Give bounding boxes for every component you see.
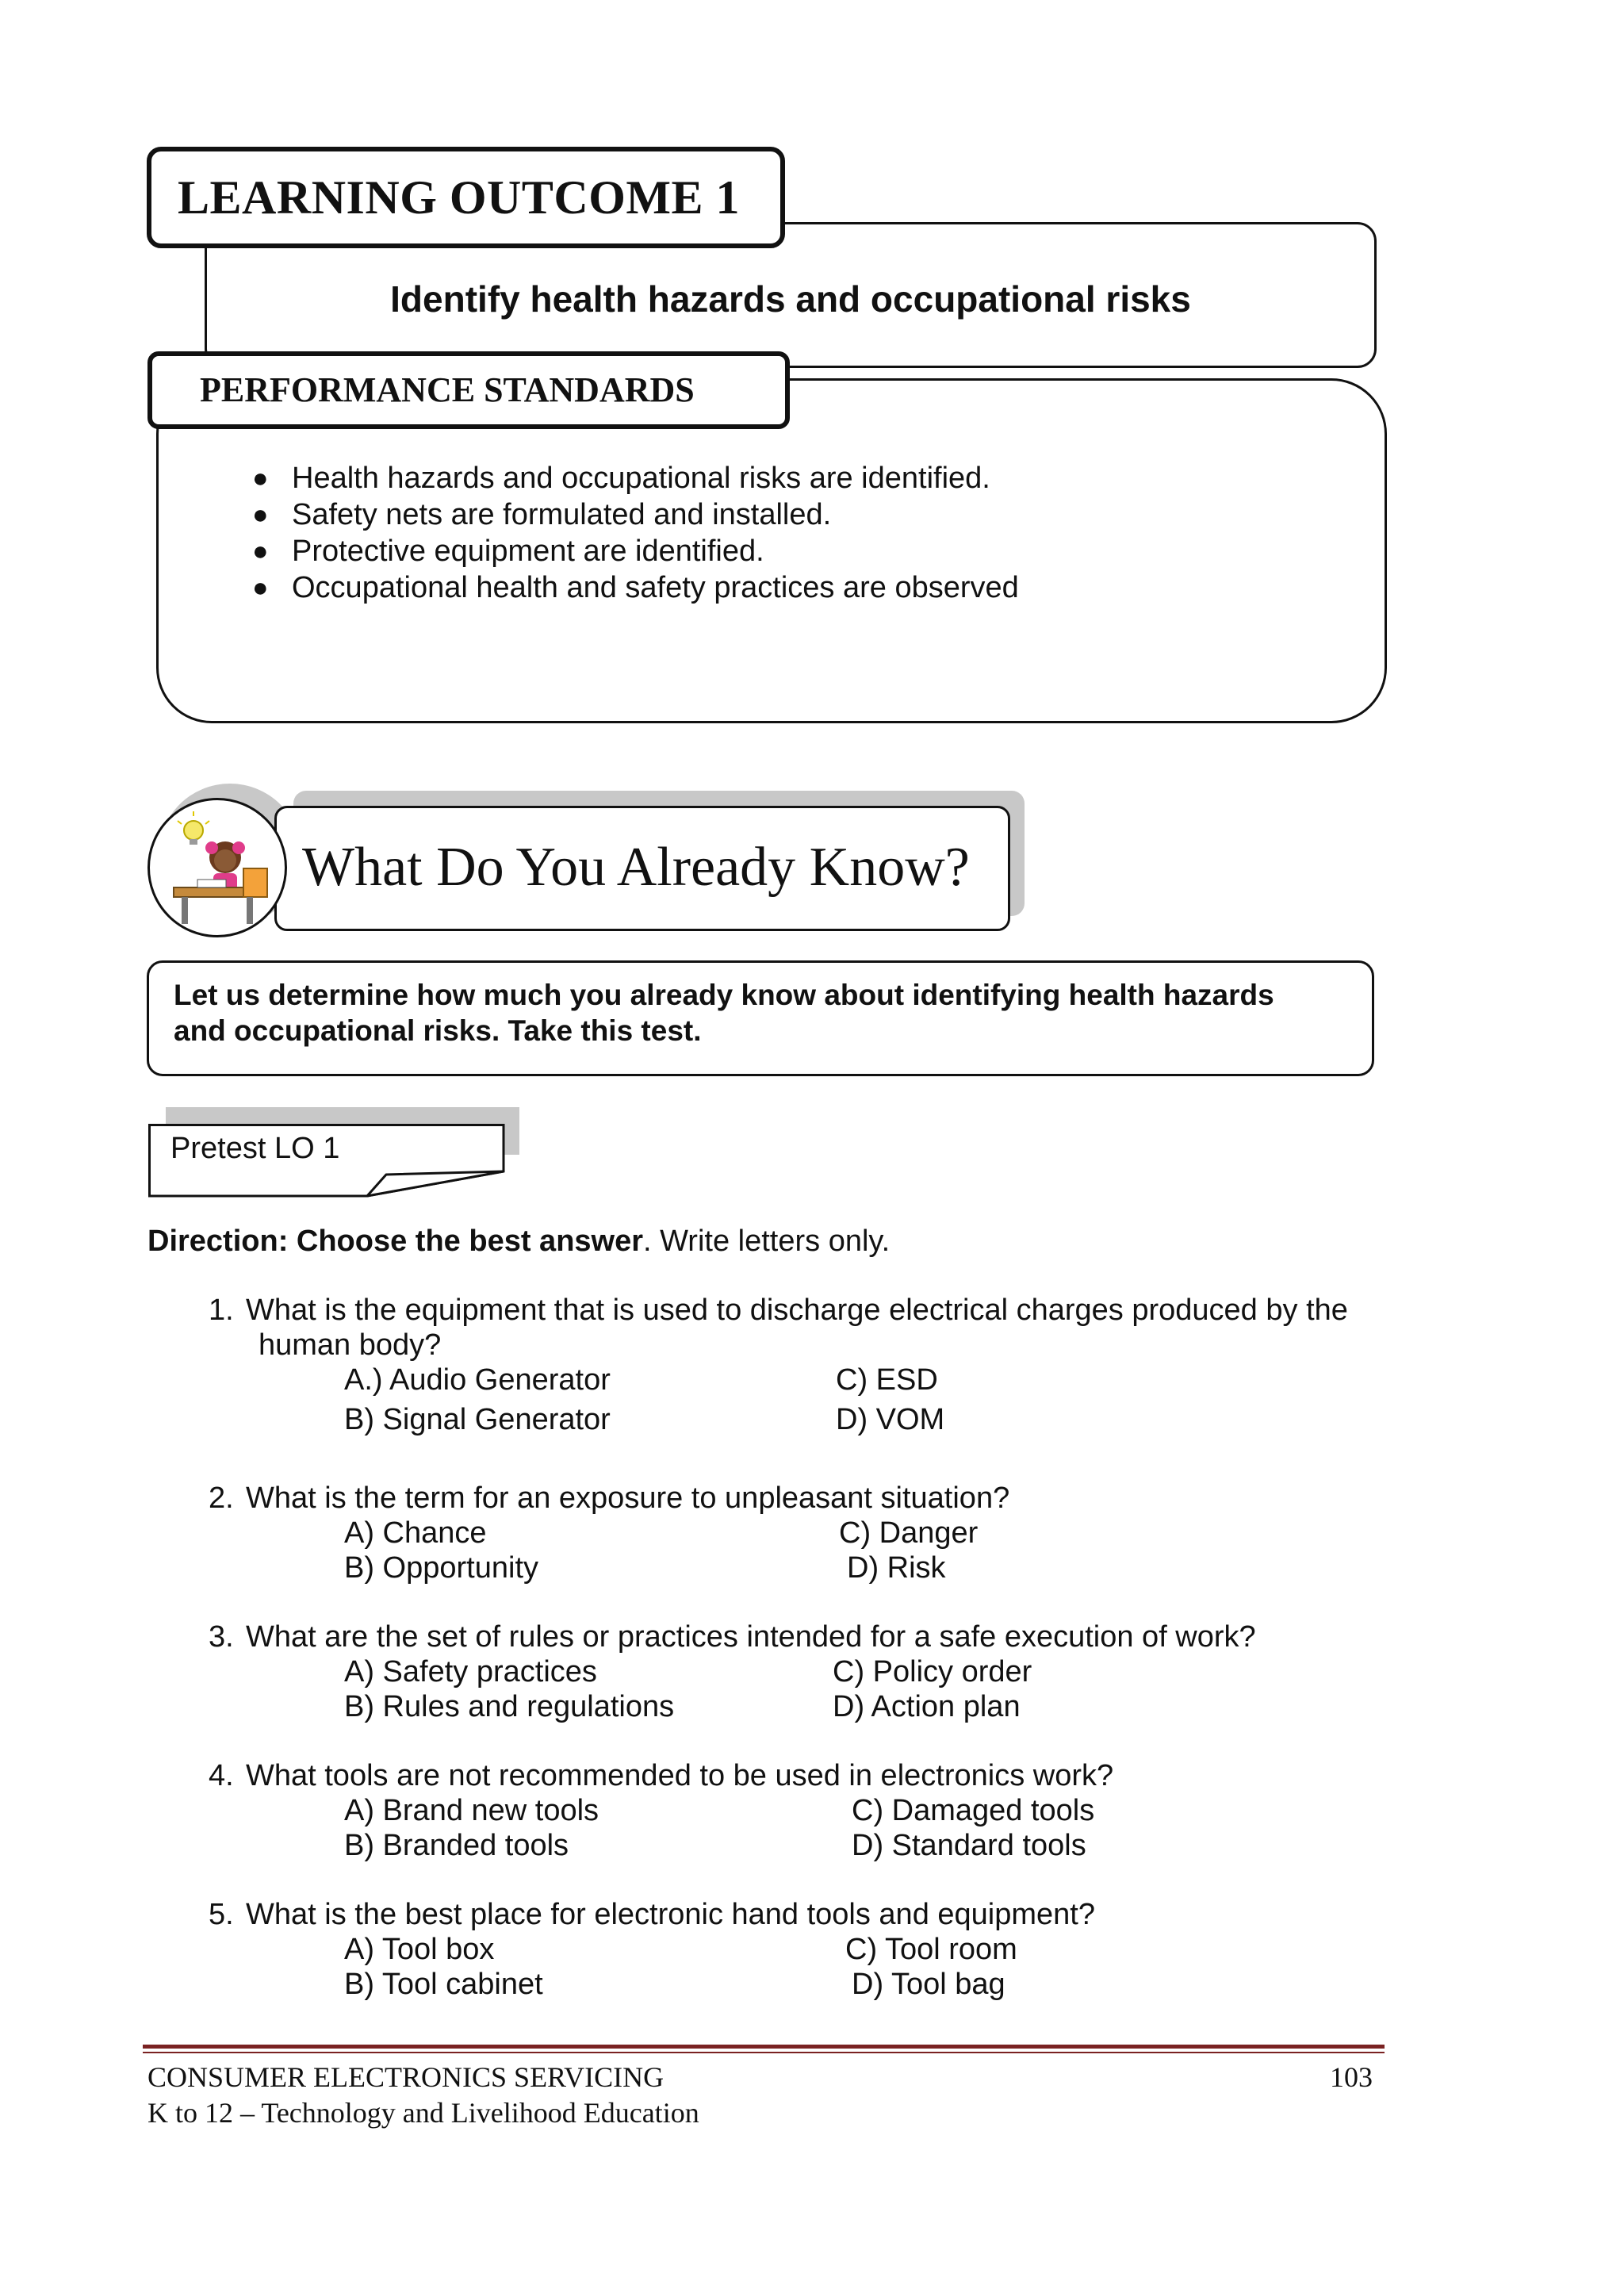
answer-option: D) Tool bag: [852, 1968, 1005, 2001]
direction-bold: Direction: Choose the best answer: [147, 1225, 644, 1258]
answer-option: B) Rules and regulations: [344, 1690, 675, 1723]
footer-program: K to 12 – Technology and Livelihood Education: [147, 2097, 699, 2129]
what-do-you-know-heading: What Do You Already Know?: [274, 806, 1010, 931]
list-item: ● Occupational health and safety practices are observed: [252, 571, 1019, 604]
question-number: 3.: [209, 1620, 234, 1654]
direction-rest: . Write letters only.: [643, 1225, 891, 1258]
intro-line: Let us determine how much you already know about identifying health hazards: [174, 979, 1274, 1011]
answer-option: D) Action plan: [833, 1690, 1021, 1723]
question-number: 5.: [209, 1898, 234, 1931]
answer-option: B) Tool cabinet: [344, 1968, 543, 2001]
student-at-desk-icon: [150, 800, 287, 937]
question-text: human body?: [259, 1328, 442, 1362]
pretest-label: Pretest LO 1: [170, 1132, 340, 1165]
question-number: 2.: [209, 1481, 234, 1515]
answer-option: A) Tool box: [344, 1933, 495, 1966]
answer-option: A.) Audio Generator: [344, 1363, 611, 1397]
answer-option: A) Safety practices: [344, 1655, 597, 1688]
answer-option: C) Damaged tools: [852, 1794, 1095, 1827]
answer-option: D) Standard tools: [852, 1829, 1086, 1862]
answer-option: B) Branded tools: [344, 1829, 569, 1862]
question-number: 1.: [209, 1294, 234, 1327]
answer-option: A) Brand new tools: [344, 1794, 599, 1827]
answer-option: D) Risk: [847, 1551, 946, 1585]
question-text: What is the best place for electronic hand tools and equipment?: [246, 1898, 1095, 1931]
question-text: What is the term for an exposure to unpleasant situation?: [246, 1481, 1010, 1515]
list-item: ● Protective equipment are identified.: [252, 535, 764, 568]
bullet-icon: ●: [252, 573, 269, 603]
learning-outcome-tab: LEARNING OUTCOME 1: [147, 147, 785, 248]
footer-divider: [143, 2045, 1385, 2049]
list-item: ● Safety nets are formulated and installed.: [252, 498, 832, 531]
bullet-icon: ●: [252, 463, 269, 493]
question-text: What is the equipment that is used to discharge electrical charges produced by the: [246, 1294, 1348, 1327]
answer-option: C) Danger: [839, 1516, 979, 1550]
question-text: What tools are not recommended to be used in electronics work?: [246, 1759, 1114, 1792]
footer-course: CONSUMER ELECTRONICS SERVICING: [147, 2061, 665, 2093]
bullet-icon: ●: [252, 536, 269, 566]
learning-outcome-subtitle: Identify health hazards and occupational risks: [390, 278, 1191, 320]
answer-option: B) Signal Generator: [344, 1403, 611, 1436]
answer-option: C) ESD: [836, 1363, 938, 1397]
answer-option: A) Chance: [344, 1516, 487, 1550]
intro-box: [147, 960, 1374, 1076]
page-number: 103: [1330, 2061, 1373, 2093]
intro-line: and occupational risks. Take this test.: [174, 1014, 702, 1047]
direction: [147, 1225, 890, 1259]
student-illustration: [147, 798, 287, 937]
question-number: 4.: [209, 1759, 234, 1792]
answer-option: D) VOM: [836, 1403, 945, 1436]
answer-option: C) Tool room: [845, 1933, 1017, 1966]
performance-standards-list: [244, 460, 1019, 606]
footer-divider-thin: [143, 2052, 1385, 2053]
question-text: What are the set of rules or practices intended for a safe execution of work?: [246, 1620, 1256, 1654]
list-item: ● Health hazards and occupational risks are identified.: [252, 462, 990, 495]
performance-standards-tab: PERFORMANCE STANDARDS: [147, 351, 790, 429]
answer-option: B) Opportunity: [344, 1551, 538, 1585]
bullet-icon: ●: [252, 500, 269, 530]
answer-option: C) Policy order: [833, 1655, 1032, 1688]
